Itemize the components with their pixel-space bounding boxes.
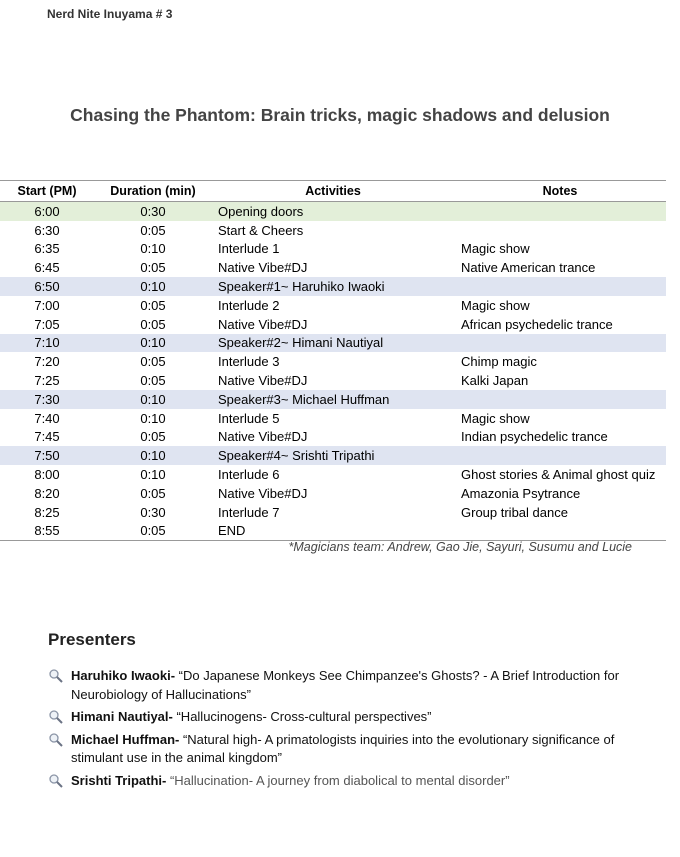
schedule-row <box>0 446 666 465</box>
cell-start: 7:50 <box>0 446 94 465</box>
presenter-talk-title: “Hallucinogens- Cross-cultural perspectives” <box>172 709 432 724</box>
presenters-heading: Presenters <box>48 630 136 649</box>
cell-duration: 0:05 <box>140 485 166 501</box>
schedule-row <box>0 277 666 296</box>
cell-notes <box>454 277 666 296</box>
cell-start: 7:45 <box>34 429 60 445</box>
cell-notes: Native American trance <box>461 260 596 276</box>
cell-duration: 0:05 <box>140 222 166 238</box>
schedule-row <box>0 465 666 484</box>
cell-start: 7:05 <box>34 316 60 332</box>
cell-start: 6:35 <box>34 241 60 257</box>
schedule-row <box>0 315 666 334</box>
schedule-row <box>0 390 666 409</box>
column-header-notes: Notes <box>454 181 666 202</box>
cell-activity: Interlude 7 <box>218 504 280 520</box>
schedule-row <box>0 240 666 259</box>
presenter-item <box>48 772 648 791</box>
cell-start: 8:00 <box>34 467 60 483</box>
schedule-row <box>0 522 666 541</box>
cell-duration: 0:05 <box>140 260 166 276</box>
cell-notes <box>454 334 666 353</box>
cell-start: 7:10 <box>0 334 94 353</box>
presenter-name: Himani Nautiyal- <box>71 709 173 724</box>
cell-activity: Native Vibe#DJ <box>218 429 308 445</box>
cell-notes <box>454 446 666 465</box>
column-header-duration: Duration (min) <box>94 181 212 202</box>
cell-notes: Magic show <box>461 297 530 313</box>
magnifier-bullet-icon <box>48 732 64 748</box>
cell-duration: 0:05 <box>140 373 166 389</box>
cell-notes: Amazonia Psytrance <box>461 485 581 501</box>
magnifier-bullet-icon <box>48 668 64 684</box>
schedule-row <box>0 258 666 277</box>
cell-activity: Interlude 5 <box>218 410 280 426</box>
cell-notes: Ghost stories & Animal ghost quiz <box>461 467 656 483</box>
cell-duration: 0:10 <box>140 241 166 257</box>
presenter-name: Srishti Tripathi- <box>71 772 167 788</box>
cell-notes <box>454 202 666 221</box>
cell-activity: Interlude 3 <box>218 354 280 370</box>
cell-start: 6:45 <box>34 260 60 276</box>
presenter-item <box>48 731 648 768</box>
cell-activity: Native Vibe#DJ <box>218 485 308 501</box>
cell-duration: 0:05 <box>140 316 166 332</box>
schedule-body <box>0 202 666 541</box>
cell-start: 7:25 <box>34 373 60 389</box>
cell-duration: 0:30 <box>140 504 166 520</box>
magnifier-bullet-icon <box>48 773 64 789</box>
cell-notes: Group tribal dance <box>461 504 568 520</box>
cell-notes: Indian psychedelic trance <box>461 429 608 445</box>
cell-activity: Speaker#3~ Michael Huffman <box>212 390 454 409</box>
cell-notes: Magic show <box>461 241 530 257</box>
cell-activity: Speaker#4~ Srishti Tripathi <box>212 446 454 465</box>
cell-duration: 0:05 <box>140 429 166 445</box>
schedule-row <box>0 503 666 522</box>
presenter-list <box>48 667 648 794</box>
cell-activity: Speaker#1~ Haruhiko Iwaoki <box>212 277 454 296</box>
magicians-footnote: *Magicians team: Andrew, Gao Jie, Sayuri, Susumu and Lucie <box>288 540 632 554</box>
cell-notes: African psychedelic trance <box>461 316 613 332</box>
schedule-row <box>0 484 666 503</box>
cell-notes: Chimp magic <box>461 354 537 370</box>
document-title: Chasing the Phantom: Brain tricks, magic shadows and delusion <box>70 105 610 125</box>
cell-start: 6:30 <box>34 222 60 238</box>
presenter-talk-title: “Do Japanese Monkeys See Chimpanzee's Ghosts? - A Brief Introduction for Neurobiology of Hallucinations” <box>71 668 620 702</box>
cell-duration: 0:05 <box>94 522 212 541</box>
magnifier-bullet-icon <box>48 709 64 725</box>
cell-activity: Interlude 1 <box>218 241 280 257</box>
cell-duration: 0:10 <box>94 390 212 409</box>
schedule-row <box>0 409 666 428</box>
cell-start: 8:55 <box>0 522 94 541</box>
cell-activity: Native Vibe#DJ <box>218 260 308 276</box>
schedule-row <box>0 202 666 221</box>
cell-start: 6:00 <box>0 202 94 221</box>
presenter-item <box>48 708 648 727</box>
cell-activity: Speaker#2~ Himani Nautiyal <box>212 334 454 353</box>
schedule-row <box>0 221 666 240</box>
cell-start: 6:50 <box>0 277 94 296</box>
schedule-header-row <box>0 181 666 202</box>
presenter-name: Haruhiko Iwaoki- <box>71 668 176 683</box>
cell-start: 7:30 <box>0 390 94 409</box>
cell-duration: 0:10 <box>94 277 212 296</box>
cell-activity: Interlude 2 <box>218 297 280 313</box>
column-header-activities: Activities <box>212 181 454 202</box>
cell-start: 7:20 <box>34 354 60 370</box>
cell-activity: Interlude 6 <box>218 467 280 483</box>
schedule-table <box>0 180 666 541</box>
cell-start: 8:25 <box>34 504 60 520</box>
cell-notes: Kalki Japan <box>461 373 529 389</box>
cell-duration: 0:10 <box>94 334 212 353</box>
cell-activity: Native Vibe#DJ <box>218 373 308 389</box>
cell-activity: Start & Cheers <box>218 222 304 238</box>
presenter-name: Michael Huffman- <box>71 731 180 747</box>
event-name: Nerd Nite Inuyama # 3 <box>47 7 173 21</box>
cell-duration: 0:05 <box>140 297 166 313</box>
schedule-row <box>0 371 666 390</box>
cell-start: 8:20 <box>34 485 60 501</box>
schedule-row <box>0 428 666 447</box>
cell-duration: 0:10 <box>94 446 212 465</box>
cell-duration: 0:10 <box>140 467 166 483</box>
cell-activity: END <box>212 522 454 541</box>
cell-notes: Magic show <box>461 410 530 426</box>
schedule-row <box>0 352 666 371</box>
cell-start: 7:40 <box>34 410 60 426</box>
cell-duration: 0:05 <box>140 354 166 370</box>
column-header-start: Start (PM) <box>0 181 94 202</box>
presenter-talk-title: “Hallucination- A journey from diabolical to mental disorder” <box>166 772 510 788</box>
cell-duration: 0:30 <box>94 202 212 221</box>
presenter-talk-title: “Natural high- A primatologists inquiries into the evolutionary significance of stimulant use in the animal kingdom” <box>71 731 615 765</box>
cell-start: 7:00 <box>34 297 60 313</box>
schedule-row <box>0 296 666 315</box>
cell-duration: 0:10 <box>140 410 166 426</box>
schedule-row <box>0 334 666 353</box>
cell-notes <box>454 221 666 240</box>
presenter-item <box>48 667 648 704</box>
cell-activity: Native Vibe#DJ <box>218 316 308 332</box>
cell-notes <box>454 522 666 541</box>
cell-notes <box>454 390 666 409</box>
cell-activity: Opening doors <box>212 202 454 221</box>
